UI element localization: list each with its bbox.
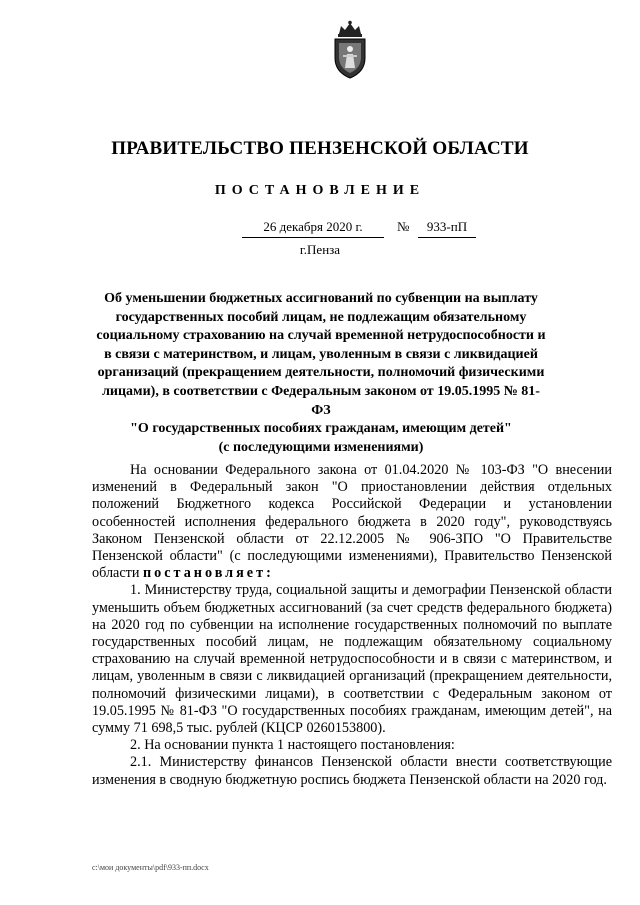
decrees-word: постановляет: xyxy=(142,565,274,582)
number-label: № xyxy=(397,219,410,234)
subject-line: Об уменьшении бюджетных ассигнований по субвенции на выплату xyxy=(104,291,538,306)
file-path: c:\мои документы\pdf\933-пп.docx xyxy=(92,863,209,872)
decree-subject xyxy=(96,290,546,457)
subject-line: в связи с материнством, и лицам, уволенным в связи с ликвидацией xyxy=(104,346,538,362)
decree-body xyxy=(92,462,612,789)
paragraph-2: 2. На основании пункта 1 настоящего постановления: xyxy=(130,737,455,754)
subject-line: организаций (прекращением деятельности, полномочий физическими xyxy=(97,365,545,381)
city: г.Пенза xyxy=(299,242,341,257)
document-type: ПОСТАНОВЛЕНИЕ xyxy=(214,183,426,198)
subject-line: лицами), в соответствии с Федеральным законом от 19.05.1995 № 81-ФЗ xyxy=(102,383,540,418)
subject-line: (с последующими изменениями) xyxy=(218,439,424,455)
subject-line: социальному страхованию на случай временной нетрудоспособности и xyxy=(96,328,546,344)
paragraph-2-1: 2.1. Министерству финансов Пензенской области внести соответствующие изменения в сводную бюджетную роспись бюджета Пензенской области на 2020 год. xyxy=(92,754,612,788)
paragraph-1: 1. Министерству труда, социальной защиты и демографии Пензенской области уменьшить объем бюджетных ассигнований (за счет средств федерального бюджета) на 2020 год по субвенции на исполнение государственных полномочий по выплате государственных пособий лицам, не подлежащим обязательному социальному страхованию на случай временной нетрудоспособности и в связи с материнством, и лицам, уволенным в связи с ликвидацией организаций (прекращением деятельности, полномочий физическими лицами), в соответствии с Федеральным законом от 19.05.1995 № 81-ФЗ "О государственных пособиях гражданам, имеющим детей", на сумму 71 698,5 тыс. рублей (КЦСР 0260153800). xyxy=(92,582,612,737)
intro-text: На основании Федерального закона от 01.04.2020 № 103-ФЗ "О внесении изменений в Федеральный закон "О приостановлении действия отдельных положений Бюджетного кодекса Российской Федерации и установлении особенностей исполнения федерального бюджета в 2020 году", руководствуясь Законом Пензенской области от 22.12.2005 № 906-ЗПО "О Правительстве Пензенской области" (с последующими изменениями), Правительство Пензенской области xyxy=(92,462,612,582)
subject-line: "О государственных пособиях гражданам, имеющим детей" xyxy=(130,421,512,437)
intro-paragraph xyxy=(92,462,612,582)
subject-line: государственных пособий лицам, не подлежащим обязательному xyxy=(115,309,527,325)
coat-of-arms-icon xyxy=(327,20,373,80)
decree-number: 933-пП xyxy=(418,219,476,238)
decree-date: 26 декабря 2020 г. xyxy=(242,219,384,238)
government-title: ПРАВИТЕЛЬСТВО ПЕНЗЕНСКОЙ ОБЛАСТИ xyxy=(111,138,529,159)
